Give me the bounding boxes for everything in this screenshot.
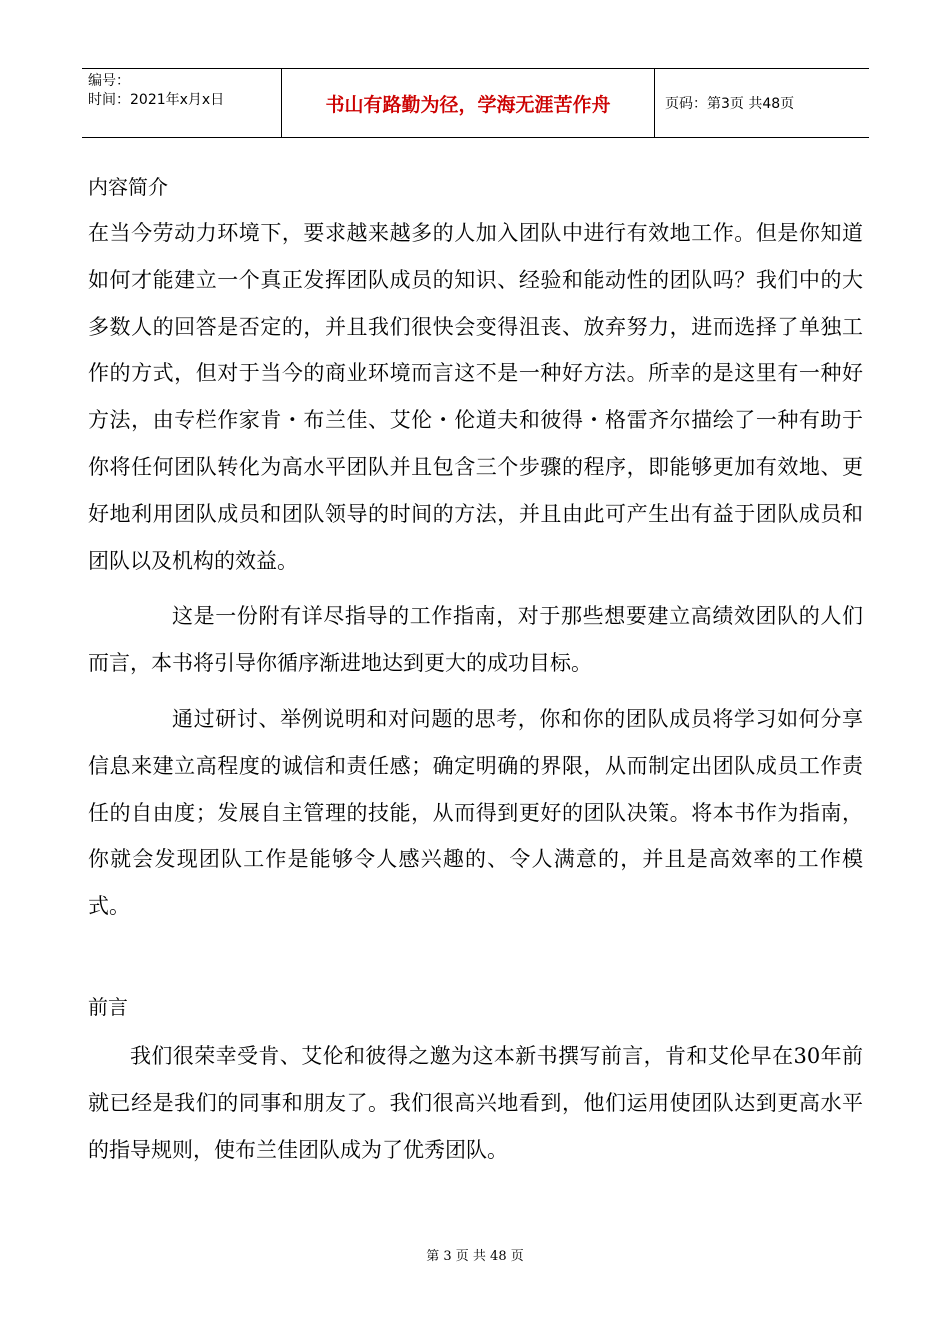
document-body xyxy=(88,164,863,1173)
summary-paragraph-2: 这是一份附有详尽指导的工作指南，对于那些想要建立高绩效团队的人们而言，本书将引导你循序渐进地达到更大的成功目标。 xyxy=(88,604,863,676)
section-title-preface: 前言 xyxy=(88,994,128,1019)
section-title-summary: 内容简介 xyxy=(88,175,168,199)
page-header xyxy=(82,68,869,138)
document-time-label: 时间：2021年x月x日 xyxy=(88,92,225,108)
summary-paragraph-1: 在当今劳动力环境下，要求越来越多的人加入团队中进行有效地工作。但是你知道如何才能建立一个真正发挥团队成员的知识、经验和能动性的团队吗？我们中的大多数人的回答是否定的，并且我们很快会变得沮丧、放弃努力，进而选择了单独工作的方式，但对于当今的商业环境而言这不是一种好方法。所幸的是这里有一种好方法，由专栏作家肯・布兰佳、艾伦・伦道夫和彼得・格雷齐尔描绘了一种有助于你将任何团队转化为高水平团队并且包含三个步骤的程序，即能够更加有效地、更好地利用团队成员和团队领导的时间的方法，并且由此可产生出有益于团队成员和团队以及机构的效益。 xyxy=(88,221,863,573)
header-meta xyxy=(82,69,282,137)
summary-paragraph-3: 通过研讨、举例说明和对问题的思考，你和你的团队成员将学习如何分享信息来建立高程度的诚信和责任感；确定明确的界限，从而制定出团队成员工作责任的自由度；发展自主管理的技能，从而得到更好的团队决策。将本书作为指南，你就会发现团队工作是能够令人感兴趣的、令人满意的，并且是高效率的工作模式。 xyxy=(88,706,863,919)
header-page-info: 页码：第3页 共48页 xyxy=(665,96,795,112)
document-number-label: 编号： xyxy=(88,73,130,89)
header-motto: 书山有路勤为径，学海无涯苦作舟 xyxy=(282,69,655,137)
preface-paragraph-1: 我们很荣幸受肯、艾伦和彼得之邀为这本新书撰写前言，肯和艾伦早在30年前就已经是我们的同事和朋友了。我们很高兴地看到，他们运用使团队达到更高水平的指导规则，使布兰佳团队成为了优秀团队。 xyxy=(88,1043,863,1162)
page-footer: 第 3 页 共 48 页 xyxy=(426,1249,524,1264)
